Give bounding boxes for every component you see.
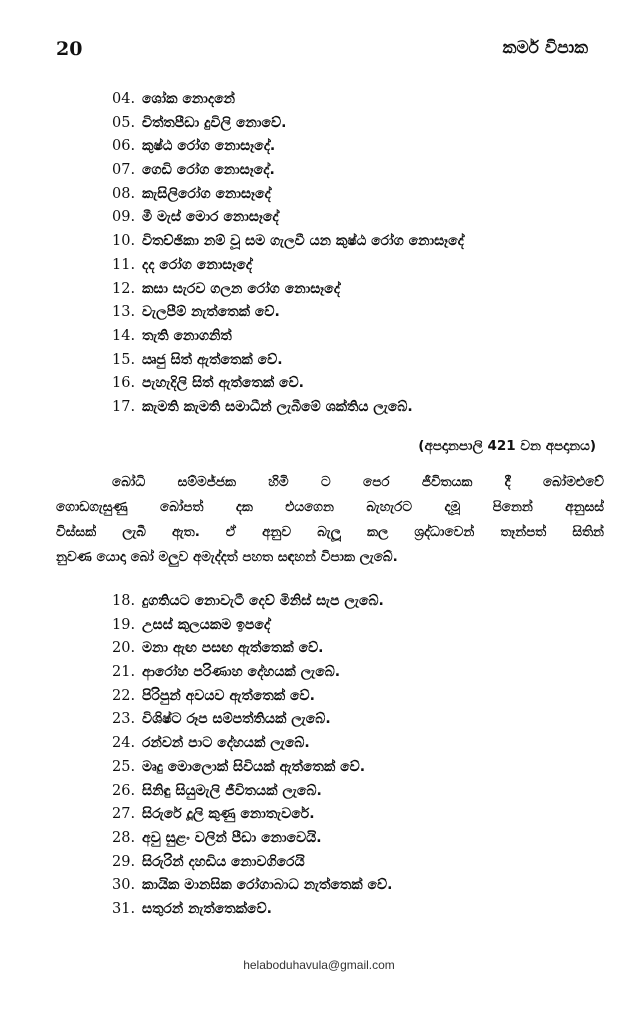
list-item	[112, 301, 464, 325]
list-item	[112, 803, 392, 827]
item-number: 07.	[112, 162, 136, 179]
item-text: ශෝක නොදනේ	[142, 91, 236, 107]
item-number: 27.	[112, 806, 136, 823]
item-text: චිත්තපීඩා දුවිලි නොවේ.	[142, 114, 287, 131]
item-text: මනා ඇඟ පසඟ ඇත්තෙක් වේ.	[142, 640, 324, 657]
list-item	[112, 708, 392, 732]
item-number: 20.	[112, 640, 136, 657]
item-text: ගෙඩි රෝග නොසෑදේ.	[142, 162, 275, 179]
list-item	[112, 661, 392, 685]
item-number: 21.	[112, 664, 136, 681]
list-item	[112, 874, 392, 898]
list-item	[112, 637, 392, 661]
footer-email: helaboduhavula@gmail.com	[243, 958, 395, 972]
list-item	[112, 827, 392, 851]
item-number: 17.	[112, 398, 136, 415]
list-item	[112, 732, 392, 756]
list-item	[112, 685, 392, 709]
list-item	[112, 183, 464, 207]
list-item	[112, 756, 392, 780]
list-item	[112, 325, 464, 349]
paragraph-line: ගොඩගැසුණු බෝපත් දක එයගෙන බැහැරට දමූ පිනෙන් අනුසස්	[56, 499, 604, 515]
list-item	[112, 206, 464, 230]
item-text: ආරෝහ පරිණාහ දේහයක් ලැබේ.	[142, 664, 341, 681]
list-item	[112, 230, 464, 254]
paragraph-line: බෝධි සම්මජ්ජක හිමි ට පෙර ජීවිතයක දී බෝමළුවේ	[112, 474, 604, 490]
paragraph-line: විස්සක් ලැබී ඇත. ඒ අනුව බැලූ කල ශ්‍රද්ධාවෙන් තෑන්පත් සිතින්	[56, 524, 604, 540]
list-item	[112, 135, 464, 159]
list-item	[112, 278, 464, 302]
list-item	[112, 898, 392, 922]
list-item	[112, 112, 464, 136]
item-number: 12.	[112, 280, 136, 297]
list-item	[112, 614, 392, 638]
item-text: කැසිලිරෝග නොසෑදේ	[142, 185, 271, 202]
item-text: සතුරන් නැත්තෙක්වේ.	[142, 900, 272, 917]
list-item	[112, 396, 464, 420]
item-number: 06.	[112, 138, 136, 155]
numbered-list-a	[112, 88, 464, 420]
item-number: 11.	[112, 256, 136, 273]
item-number: 30.	[112, 877, 136, 894]
item-number: 31.	[112, 900, 136, 917]
item-number: 13.	[112, 304, 136, 321]
list-item	[112, 851, 392, 875]
numbered-list-b	[112, 590, 392, 922]
item-number: 26.	[112, 782, 136, 799]
item-text: අවු සුළං වලින් පීඩා නොවෙයි.	[142, 829, 322, 846]
page-header	[56, 38, 588, 74]
item-number: 22.	[112, 687, 136, 704]
item-text: පිරිපුන් අවයව ඇත්තෙක් වේ.	[142, 687, 315, 704]
item-number: 09.	[112, 209, 136, 226]
item-text: සිනිඳු සියුමැලි ජීවිතයක් ලැබේ.	[142, 782, 322, 799]
list-item	[112, 780, 392, 804]
item-number: 16.	[112, 375, 136, 392]
item-number: 04.	[112, 91, 136, 107]
item-number: 24.	[112, 735, 136, 752]
item-text: ඍජු සිත් ඇත්තෙක් වේ.	[142, 351, 283, 368]
item-number: 05.	[112, 114, 136, 131]
item-text: මෘදු මොලොක් සිවියක් ඇත්තෙක් වේ.	[142, 758, 366, 775]
item-number: 29.	[112, 853, 136, 870]
item-number: 28.	[112, 829, 136, 846]
item-text: කුෂ්ඨ රෝග නොසෑදේ.	[142, 138, 276, 155]
item-text: කැමති කැමති සමාධීන් ලැබීමේ ශක්තිය ලැබේ.	[142, 398, 413, 415]
list-item	[112, 349, 464, 373]
item-text: උසස් කුලයකම ඉපදේ	[142, 616, 271, 633]
item-text: කායික මානසික රෝගාබාධ නැත්තෙක් වේ.	[142, 877, 393, 894]
item-text: මී මැස් මොර නොසෑදේ	[142, 209, 279, 226]
item-text: සිරුරින් දහඩිය නොවගිරෙයි	[142, 853, 305, 870]
item-text: පැහැදිලි සිත් ඇත්තෙක් වේ.	[142, 375, 304, 392]
list-item	[112, 88, 464, 112]
item-text: සිරුරේ දූලි කුණු නොතැවරේ.	[142, 806, 315, 823]
item-number: 14.	[112, 327, 136, 344]
item-number: 18.	[112, 593, 136, 609]
source-reference: (අපදානපාලි 421 වන අපදානය)	[418, 438, 596, 454]
body-paragraph	[56, 470, 604, 570]
item-text: දුගතියට නොවැටී දෙව් මිනිස් සැප ලැබේ.	[142, 593, 384, 609]
item-text: කසා සැරව ගලන රෝග නොසෑදේ	[142, 280, 340, 297]
item-number: 08.	[112, 185, 136, 202]
item-number: 10.	[112, 233, 136, 250]
item-text: විශිෂ්ට රූප සම්පත්තියක් ලැබේ.	[142, 711, 331, 728]
item-text: දද රෝග නොසෑදේ	[142, 256, 253, 273]
page-number: 20	[56, 38, 83, 60]
item-number: 15.	[112, 351, 136, 368]
item-text: තැති නොගනිත්	[142, 327, 232, 344]
item-number: 25.	[112, 758, 136, 775]
running-title: කර්ම විපාක	[502, 38, 588, 58]
item-number: 19.	[112, 616, 136, 633]
list-item	[112, 159, 464, 183]
list-item	[112, 372, 464, 396]
list-item	[112, 254, 464, 278]
list-item	[112, 590, 392, 614]
item-text: රන්වන් පාට දේහයක් ලැබේ.	[142, 735, 310, 752]
item-number: 23.	[112, 711, 136, 728]
item-text: වැලපීම් නැත්තෙක් වේ.	[142, 304, 280, 321]
paragraph-line: නුවණ යොදා බෝ මලුව අමැද්දත් පහත සඳහන් විපාක ලැබේ.	[56, 549, 398, 565]
item-text: විතච්ඡිකා නම් වූ සම ගැලවී යන කුෂ්ඨ රෝග නොසෑදේ	[142, 233, 464, 250]
